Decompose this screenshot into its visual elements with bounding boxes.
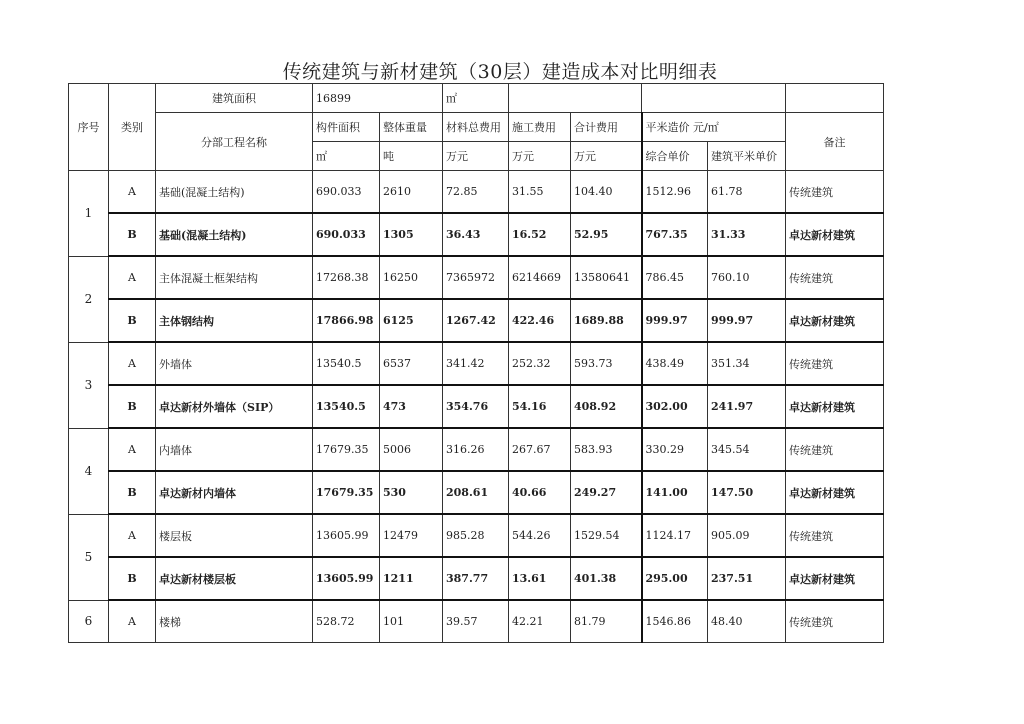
header-col-material: 材料总费用 [443, 113, 509, 142]
cell-area: 528.72 [313, 600, 380, 643]
cell-unit-price: 1512.96 [642, 171, 708, 214]
unit-weight: 吨 [380, 142, 443, 171]
header-area-unit: ㎡ [443, 84, 509, 113]
cell-unit-price: 786.45 [642, 256, 708, 299]
row-category: A [109, 428, 156, 471]
cell-material: 387.77 [443, 557, 509, 600]
cell-material: 7365972 [443, 256, 509, 299]
row-category: A [109, 256, 156, 299]
table-row [69, 600, 884, 643]
cell-unit-price: 1546.86 [642, 600, 708, 643]
cell-weight: 6537 [380, 342, 443, 385]
header-col-weight: 整体重量 [380, 113, 443, 142]
cell-unit-price: 438.49 [642, 342, 708, 385]
row-seq: 2 [69, 256, 109, 342]
cell-total: 401.38 [571, 557, 642, 600]
cell-total: 52.95 [571, 213, 642, 256]
cell-unit-price: 767.35 [642, 213, 708, 256]
row-category: B [109, 471, 156, 514]
cell-sqm-price: 48.40 [708, 600, 786, 643]
cell-name: 基础(混凝土结构) [156, 213, 313, 256]
cell-construction: 13.61 [509, 557, 571, 600]
table-row [69, 213, 884, 256]
cell-remark: 卓达新材建筑 [786, 213, 884, 256]
cell-remark: 卓达新材建筑 [786, 471, 884, 514]
cell-construction: 40.66 [509, 471, 571, 514]
cell-sqm-price: 345.54 [708, 428, 786, 471]
cell-material: 208.61 [443, 471, 509, 514]
cell-unit-price: 295.00 [642, 557, 708, 600]
cell-construction: 16.52 [509, 213, 571, 256]
cell-total: 1529.54 [571, 514, 642, 557]
header-item-name: 分部工程名称 [156, 113, 313, 171]
cell-area: 690.033 [313, 171, 380, 214]
cell-name: 外墙体 [156, 342, 313, 385]
row-seq: 3 [69, 342, 109, 428]
cell-total: 593.73 [571, 342, 642, 385]
cell-area: 17268.38 [313, 256, 380, 299]
cell-remark: 卓达新材建筑 [786, 299, 884, 342]
table-row [69, 342, 884, 385]
cell-area: 17866.98 [313, 299, 380, 342]
cell-sqm-price: 760.10 [708, 256, 786, 299]
header-seq: 序号 [69, 84, 109, 171]
cell-sqm-price: 147.50 [708, 471, 786, 514]
header-area-value: 16899 [313, 84, 443, 113]
cell-sqm-price: 237.51 [708, 557, 786, 600]
cell-unit-price: 1124.17 [642, 514, 708, 557]
table-row [69, 256, 884, 299]
cell-construction: 252.32 [509, 342, 571, 385]
row-category: B [109, 299, 156, 342]
cell-total: 81.79 [571, 600, 642, 643]
unit-area: ㎡ [313, 142, 380, 171]
row-category: A [109, 342, 156, 385]
cell-weight: 5006 [380, 428, 443, 471]
table-row [69, 385, 884, 428]
cell-unit-price: 330.29 [642, 428, 708, 471]
row-category: A [109, 171, 156, 214]
cell-construction: 42.21 [509, 600, 571, 643]
cell-remark: 传统建筑 [786, 428, 884, 471]
row-category: A [109, 600, 156, 643]
cell-construction: 544.26 [509, 514, 571, 557]
cell-construction: 422.46 [509, 299, 571, 342]
cell-total: 583.93 [571, 428, 642, 471]
cell-sqm-price: 31.33 [708, 213, 786, 256]
cell-weight: 12479 [380, 514, 443, 557]
header-blank-3 [786, 84, 884, 113]
row-seq: 5 [69, 514, 109, 600]
cell-area: 17679.35 [313, 471, 380, 514]
cell-name: 楼层板 [156, 514, 313, 557]
cell-area: 13540.5 [313, 342, 380, 385]
table-row [69, 428, 884, 471]
cell-material: 985.28 [443, 514, 509, 557]
unit-total: 万元 [571, 142, 642, 171]
header-blank-2 [642, 84, 786, 113]
cell-weight: 101 [380, 600, 443, 643]
cell-weight: 1211 [380, 557, 443, 600]
cell-remark: 卓达新材建筑 [786, 385, 884, 428]
cell-material: 39.57 [443, 600, 509, 643]
cell-remark: 传统建筑 [786, 600, 884, 643]
header-col-area: 构件面积 [313, 113, 380, 142]
table-row [69, 557, 884, 600]
cell-total: 13580641 [571, 256, 642, 299]
cell-remark: 传统建筑 [786, 514, 884, 557]
cell-construction: 31.55 [509, 171, 571, 214]
cell-weight: 2610 [380, 171, 443, 214]
cell-remark: 传统建筑 [786, 171, 884, 214]
cell-sqm-price: 61.78 [708, 171, 786, 214]
cell-area: 690.033 [313, 213, 380, 256]
cell-unit-price: 999.97 [642, 299, 708, 342]
cell-sqm-price: 351.34 [708, 342, 786, 385]
cell-sqm-price: 999.97 [708, 299, 786, 342]
cost-table-container [68, 83, 885, 649]
cell-name: 主体混凝土框架结构 [156, 256, 313, 299]
cell-area: 13605.99 [313, 557, 380, 600]
cell-total: 408.92 [571, 385, 642, 428]
row-category: A [109, 514, 156, 557]
row-category: B [109, 385, 156, 428]
cell-sqm-price: 905.09 [708, 514, 786, 557]
cell-sqm-price: 241.97 [708, 385, 786, 428]
cell-unit-price: 141.00 [642, 471, 708, 514]
cell-construction: 267.67 [509, 428, 571, 471]
cell-remark: 卓达新材建筑 [786, 557, 884, 600]
cell-material: 36.43 [443, 213, 509, 256]
table-row [69, 299, 884, 342]
cell-name: 楼梯 [156, 600, 313, 643]
cell-area: 13540.5 [313, 385, 380, 428]
cell-name: 卓达新材内墙体 [156, 471, 313, 514]
cell-name: 卓达新材外墙体（SIP） [156, 385, 313, 428]
row-category: B [109, 557, 156, 600]
table-body [69, 171, 884, 643]
cell-total: 249.27 [571, 471, 642, 514]
cell-weight: 1305 [380, 213, 443, 256]
table-row [69, 171, 884, 214]
unit-construction: 万元 [509, 142, 571, 171]
header-blank-1 [509, 84, 642, 113]
cell-name: 卓达新材楼层板 [156, 557, 313, 600]
cell-construction: 54.16 [509, 385, 571, 428]
cell-name: 主体钢结构 [156, 299, 313, 342]
row-category: B [109, 213, 156, 256]
cell-name: 基础(混凝土结构) [156, 171, 313, 214]
unit-material: 万元 [443, 142, 509, 171]
row-seq: 1 [69, 171, 109, 257]
table-row [69, 514, 884, 557]
cell-material: 72.85 [443, 171, 509, 214]
cell-unit-price: 302.00 [642, 385, 708, 428]
cost-comparison-table [68, 83, 884, 643]
header-category: 类别 [109, 84, 156, 171]
cell-area: 13605.99 [313, 514, 380, 557]
cell-weight: 16250 [380, 256, 443, 299]
cell-area: 17679.35 [313, 428, 380, 471]
header-area-label: 建筑面积 [156, 84, 313, 113]
header-remark: 备注 [786, 113, 884, 171]
unit-sqm-price: 建筑平米单价 [708, 142, 786, 171]
table-row [69, 471, 884, 514]
table-title: 传统建筑与新材建筑（30层）建造成本对比明细表 [282, 61, 718, 83]
cell-weight: 530 [380, 471, 443, 514]
cell-remark: 传统建筑 [786, 342, 884, 385]
cell-construction: 6214669 [509, 256, 571, 299]
cell-total: 104.40 [571, 171, 642, 214]
cell-material: 316.26 [443, 428, 509, 471]
cell-material: 1267.42 [443, 299, 509, 342]
cell-name: 内墙体 [156, 428, 313, 471]
cell-weight: 6125 [380, 299, 443, 342]
cell-material: 354.76 [443, 385, 509, 428]
cell-remark: 传统建筑 [786, 256, 884, 299]
row-seq: 6 [69, 600, 109, 643]
cell-material: 341.42 [443, 342, 509, 385]
header-col-construction: 施工费用 [509, 113, 571, 142]
cell-weight: 473 [380, 385, 443, 428]
header-col-sqm-price: 平米造价 元/㎡ [642, 113, 786, 142]
cell-total: 1689.88 [571, 299, 642, 342]
header-col-total: 合计费用 [571, 113, 642, 142]
row-seq: 4 [69, 428, 109, 514]
unit-unit-price: 综合单价 [642, 142, 708, 171]
